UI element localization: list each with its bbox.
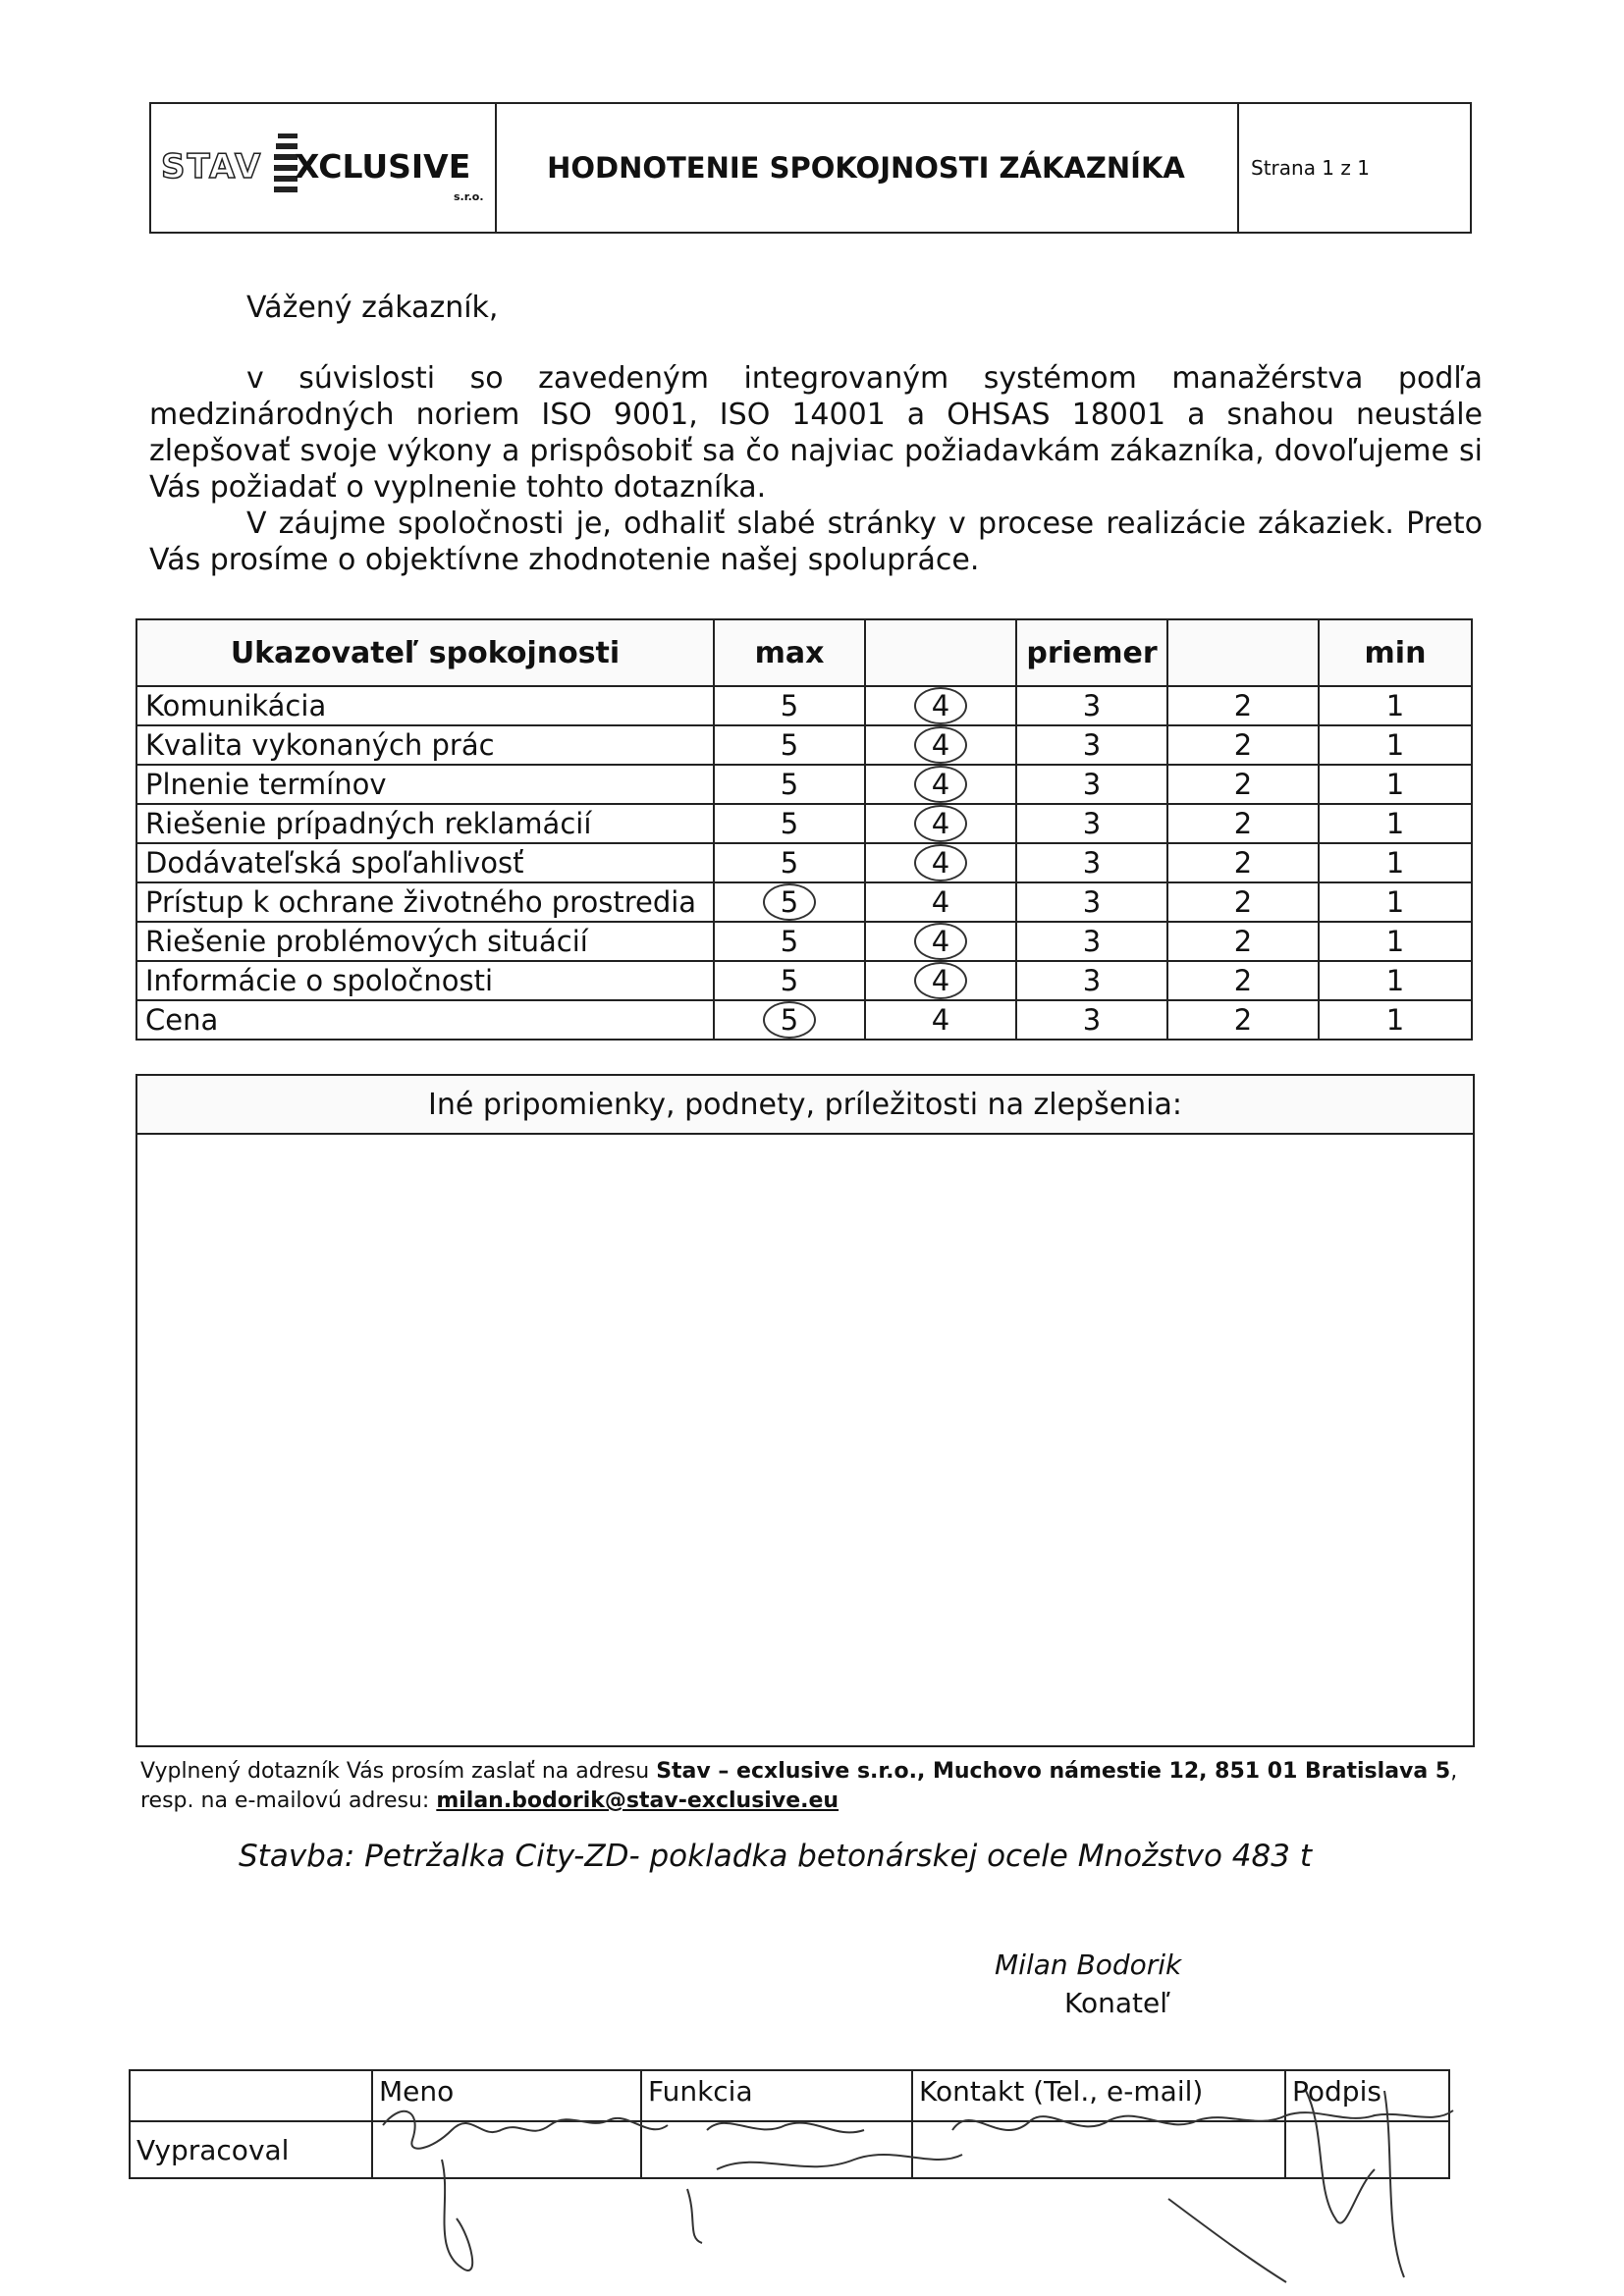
rating-value: 1 [1385, 885, 1405, 919]
indicator-label: Informácie o spoločnosti [136, 961, 714, 1000]
comments-header: Iné pripomienky, podnety, príležitosti na zlepšenia: [137, 1076, 1473, 1135]
rating-option-5[interactable] [714, 804, 865, 843]
table-row [136, 1000, 1472, 1040]
rating-value: 3 [1082, 728, 1102, 762]
rating-option-4[interactable] [865, 843, 1016, 882]
indicator-label: Dodávateľská spoľahlivosť [136, 843, 714, 882]
rating-option-4[interactable] [865, 1000, 1016, 1040]
instructions-text-a: Vyplnený dotazník Vás prosím zaslať na adresu [140, 1759, 657, 1784]
prepared-header-contact: Kontakt (Tel., e-mail) [912, 2070, 1285, 2121]
table-row [136, 843, 1472, 882]
rating-option-1[interactable] [1319, 843, 1472, 882]
rating-value: 3 [1082, 807, 1102, 840]
header-min: min [1319, 619, 1472, 686]
rating-value: 4 [931, 885, 950, 919]
rating-value: 3 [1082, 768, 1102, 801]
indicator-label: Plnenie termínov [136, 765, 714, 804]
instructions-text-b: , resp. na e-mailovú adresu: [140, 1759, 1458, 1813]
rating-option-4[interactable] [865, 686, 1016, 725]
header-blank-1 [865, 619, 1016, 686]
rating-option-5[interactable] [714, 961, 865, 1000]
rating-value: 2 [1233, 925, 1253, 958]
rating-option-2[interactable] [1167, 1000, 1319, 1040]
rating-value: 5 [780, 846, 799, 880]
rating-option-3[interactable] [1016, 961, 1167, 1000]
table-header-row [136, 619, 1472, 686]
rating-value: 2 [1233, 885, 1253, 919]
greeting: Vážený zákazník, [246, 291, 499, 325]
comments-box[interactable] [135, 1074, 1475, 1747]
signer-role: Konateľ [1064, 1987, 1170, 2019]
rating-value: 4 [931, 1003, 950, 1037]
page-number: Strana 1 z 1 [1251, 156, 1370, 180]
rating-option-3[interactable] [1016, 882, 1167, 922]
rating-selected: 4 [914, 962, 967, 999]
logo-text-stav: STAV [161, 147, 263, 187]
rating-option-2[interactable] [1167, 922, 1319, 961]
rating-value: 1 [1385, 846, 1405, 880]
prepared-header-name: Meno [372, 2070, 641, 2121]
handwritten-function-tail [687, 2189, 702, 2243]
rating-option-1[interactable] [1319, 804, 1472, 843]
rating-selected: 4 [914, 687, 967, 724]
header-average: priemer [1016, 619, 1167, 686]
rating-option-3[interactable] [1016, 804, 1167, 843]
rating-value: 1 [1385, 1003, 1405, 1037]
rating-option-1[interactable] [1319, 922, 1472, 961]
handwritten-entries [363, 2071, 1473, 2296]
rating-option-5[interactable] [714, 765, 865, 804]
rating-value: 2 [1233, 846, 1253, 880]
table-row [136, 725, 1472, 765]
construction-project: Stavba: Petržalka City-ZD- pokladka betonárskej ocele Množstvo 483 t [239, 1839, 1312, 1874]
indicator-label: Komunikácia [136, 686, 714, 725]
rating-option-1[interactable] [1319, 961, 1472, 1000]
rating-value: 5 [780, 689, 799, 722]
rating-selected: 5 [763, 883, 816, 921]
return-instructions [140, 1757, 1478, 1816]
rating-option-5[interactable] [714, 843, 865, 882]
return-address: Stav – ecxlusive s.r.o., Muchovo námestie 12, 851 01 Bratislava 5 [656, 1759, 1451, 1784]
rating-value: 3 [1082, 964, 1102, 997]
rating-value: 5 [780, 768, 799, 801]
rating-value: 2 [1233, 807, 1253, 840]
rating-option-3[interactable] [1016, 922, 1167, 961]
rating-selected: 4 [914, 805, 967, 842]
handwritten-name-tail [442, 2160, 472, 2270]
handwritten-contact-stroke [952, 2110, 1453, 2130]
rating-option-2[interactable] [1167, 804, 1319, 843]
handwritten-signature-line [1168, 2199, 1286, 2282]
indicator-label: Riešenie prípadných reklamácií [136, 804, 714, 843]
rating-value: 2 [1233, 964, 1253, 997]
rating-option-4[interactable] [865, 882, 1016, 922]
rating-option-1[interactable] [1319, 1000, 1472, 1040]
logo-suffix: s.r.o. [454, 190, 484, 203]
indicator-label: Riešenie problémových situácií [136, 922, 714, 961]
rating-option-5[interactable] [714, 686, 865, 725]
rating-value: 1 [1385, 689, 1405, 722]
rating-value: 5 [780, 925, 799, 958]
satisfaction-table [135, 618, 1473, 1041]
rating-option-2[interactable] [1167, 686, 1319, 725]
rating-value: 2 [1233, 689, 1253, 722]
rating-option-5[interactable] [714, 725, 865, 765]
rating-option-3[interactable] [1016, 686, 1167, 725]
prepared-header-function: Funkcia [641, 2070, 912, 2121]
document-title: HODNOTENIE SPOKOJNOSTI ZÁKAZNÍKA [495, 104, 1239, 232]
prepared-row-label: Vypracoval [130, 2121, 372, 2178]
header-max: max [714, 619, 865, 686]
intro-paragraph: v súvislosti so zavedeným integrovaným systémom manažérstva podľa medzinárodných noriem ISO 9001, ISO 14001 a OHSAS 18001 a snahou neustále zlepšovať svoje výkony a prispôsobiť sa čo najviac požiadavkám zákazníka, dovoľujeme si Vás požiadať o vyplnenie tohto dotazníka. [149, 361, 1483, 505]
company-logo [151, 104, 497, 232]
header-blank-2 [1167, 619, 1319, 686]
handwritten-function-stroke [707, 2123, 962, 2169]
rating-value: 2 [1233, 1003, 1253, 1037]
indicator-label: Kvalita vykonaných prác [136, 725, 714, 765]
rating-option-2[interactable] [1167, 765, 1319, 804]
rating-value: 1 [1385, 807, 1405, 840]
logo-text-xclusive: XCLUSIVE [295, 147, 471, 186]
rating-value: 3 [1082, 846, 1102, 880]
rating-option-4[interactable] [865, 922, 1016, 961]
indicator-label: Cena [136, 1000, 714, 1040]
prepared-header-blank [130, 2070, 372, 2121]
table-row [136, 922, 1472, 961]
header-indicator: Ukazovateľ spokojnosti [136, 619, 714, 686]
rating-option-2[interactable] [1167, 843, 1319, 882]
rating-value: 5 [780, 728, 799, 762]
rating-selected: 5 [763, 1001, 816, 1039]
rating-option-1[interactable] [1319, 686, 1472, 725]
handwritten-name-stroke [383, 2111, 668, 2149]
rating-value: 1 [1385, 964, 1405, 997]
rating-option-5[interactable] [714, 922, 865, 961]
rating-option-4[interactable] [865, 765, 1016, 804]
table-row [136, 961, 1472, 1000]
rating-value: 2 [1233, 728, 1253, 762]
rating-selected: 4 [914, 766, 967, 803]
contact-email[interactable]: milan.bodorik@stav-exclusive.eu [436, 1789, 839, 1813]
rating-option-3[interactable] [1016, 725, 1167, 765]
rating-selected: 4 [914, 844, 967, 881]
signer-name: Milan Bodorik [995, 1949, 1182, 1981]
rating-option-2[interactable] [1167, 725, 1319, 765]
rating-value: 3 [1082, 1003, 1102, 1037]
prepared-header-signature: Podpis [1285, 2070, 1449, 2121]
rating-option-2[interactable] [1167, 882, 1319, 922]
rating-option-4[interactable] [865, 804, 1016, 843]
rating-option-3[interactable] [1016, 843, 1167, 882]
rating-value: 5 [780, 807, 799, 840]
purpose-paragraph: V záujme spoločnosti je, odhaliť slabé stránky v procese realizácie zákaziek. Preto Vás prosíme o objektívne zhodnotenie našej spolupráce. [149, 507, 1483, 577]
rating-option-3[interactable] [1016, 765, 1167, 804]
table-row [136, 686, 1472, 725]
document-header [149, 102, 1472, 234]
rating-selected: 4 [914, 726, 967, 764]
rating-value: 3 [1082, 689, 1102, 722]
rating-option-5[interactable] [714, 1000, 865, 1040]
table-row [136, 765, 1472, 804]
rating-value: 2 [1233, 768, 1253, 801]
rating-option-1[interactable] [1319, 765, 1472, 804]
rating-value: 3 [1082, 925, 1102, 958]
rating-option-4[interactable] [865, 725, 1016, 765]
rating-value: 1 [1385, 728, 1405, 762]
table-row [136, 882, 1472, 922]
rating-option-3[interactable] [1016, 1000, 1167, 1040]
rating-option-5[interactable] [714, 882, 865, 922]
rating-value: 1 [1385, 925, 1405, 958]
rating-value: 3 [1082, 885, 1102, 919]
indicator-label: Prístup k ochrane životného prostredia [136, 882, 714, 922]
rating-option-4[interactable] [865, 961, 1016, 1000]
table-row [136, 804, 1472, 843]
rating-value: 1 [1385, 768, 1405, 801]
rating-option-1[interactable] [1319, 725, 1472, 765]
rating-value: 5 [780, 964, 799, 997]
rating-option-1[interactable] [1319, 882, 1472, 922]
rating-option-2[interactable] [1167, 961, 1319, 1000]
rating-selected: 4 [914, 923, 967, 960]
